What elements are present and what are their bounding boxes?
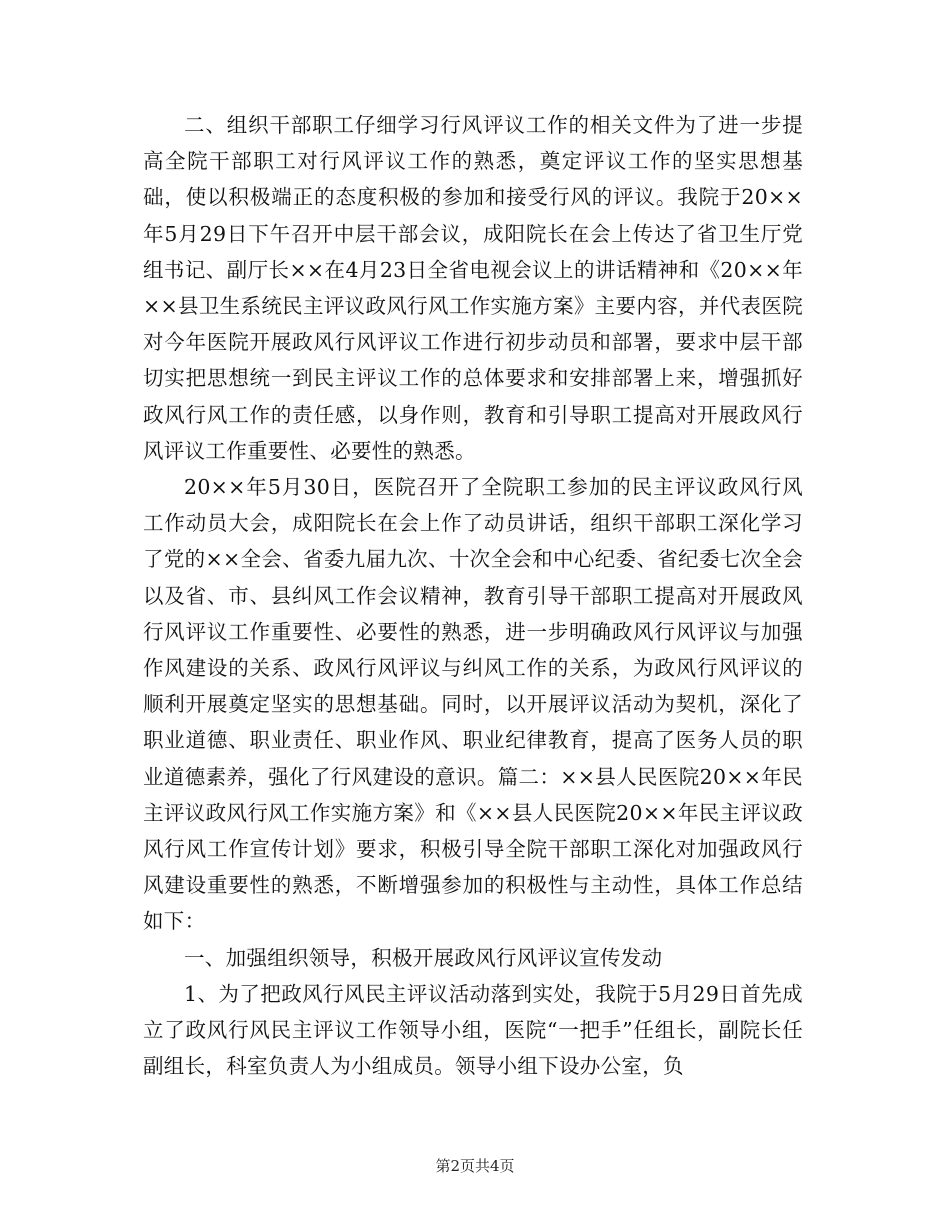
page-footer: 第2页共4页 bbox=[435, 1157, 515, 1175]
document-body bbox=[143, 107, 803, 1084]
paragraph: 1、为了把政风行风民主评议活动落到实处，我院于5月29日首先成立了政风行风民主评议工作领导小组，医院“一把手”任组长，副院长任副组长，科室负责人为小组成员。领导小组下设办公室，负 bbox=[143, 981, 803, 1079]
paragraph: 20××年5月30日，医院召开了全院职工参加的民主评议政风行风工作动员大会，成阳院长在会上作了动员讲话，组织干部职工深化学习了党的××全会、省委九届九次、十次全会和中心纪委、省纪委七次全会以及省、市、县纠风工作会议精神，教育引导干部职工提高对开展政风行风评议工作重要性、必要性的熟悉，进一步明确政风行风评议与加强作风建设的关系、政风行风评议与纠风工作的关系，为政风行风评议的顺利开展奠定坚实的思想基础。同时，以开展评议活动为契机，深化了职业道德、职业责任、职业作风、职业纪律教育，提高了医务人员的职业道德素养，强化了行风建设的意识。篇二：××县人民医院20××年民主评议政风行风工作实施方案》和《××县人民医院20××年民主评议政风行风工作宣传计划》要求，积极引导全院干部职工深化对加强政风行风建设重要性的熟悉，不断增强参加的积极性与主动性，具体工作总结如下： bbox=[143, 475, 803, 934]
paragraph: 二、组织干部职工仔细学习行风评议工作的相关文件为了进一步提高全院干部职工对行风评议工作的熟悉，奠定评议工作的坚实思想基础，使以积极端正的态度积极的参加和接受行风的评议。我院于20××年5月29日下午召开中层干部会议，成阳院长在会上传达了省卫生厅党组书记、副厅长××在4月23日全省电视会议上的讲话精神和《20××年××县卫生系统民主评议政风行风工作实施方案》主要内容，并代表医院对今年医院开展政风行风评议工作进行初步动员和部署，要求中层干部切实把思想统一到民主评议工作的总体要求和安排部署上来，增强抓好政风行风工作的责任感，以身作则，教育和引导职工提高对开展政风行风评议工作重要性、必要性的熟悉。 bbox=[143, 113, 803, 463]
paragraph: 一、加强组织领导，积极开展政风行风评议宣传发动 bbox=[184, 945, 663, 970]
